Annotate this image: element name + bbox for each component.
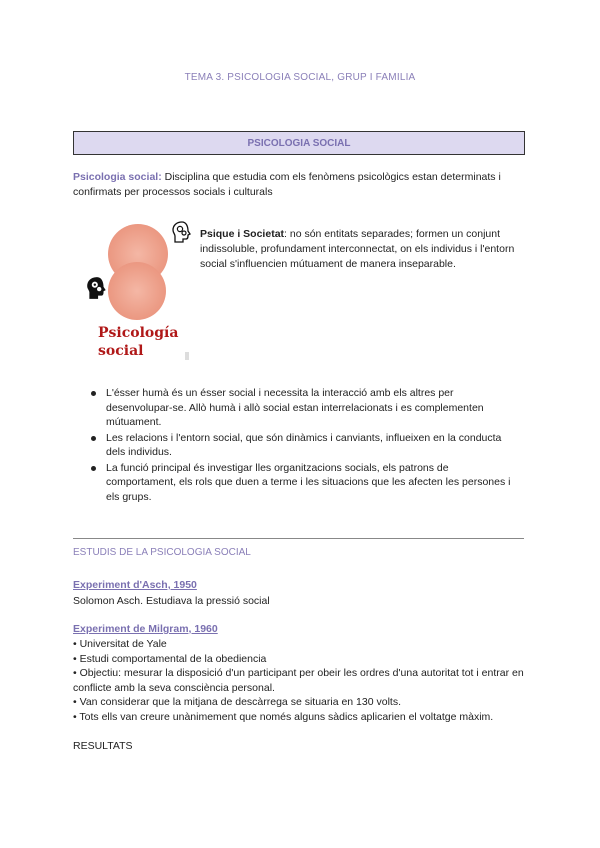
figure-caption-line1: Psicología — [98, 325, 179, 341]
studies-heading: ESTUDIS DE LA PSICOLOGIA SOCIAL — [73, 547, 251, 558]
milgram-experiment-title: Experiment de Milgram, 1960 — [73, 623, 218, 635]
divider — [73, 538, 524, 539]
list-item: • Van considerar que la mitjana de descàrrega se situaria en 130 volts. — [73, 695, 533, 710]
section-title: PSICOLOGIA SOCIAL — [247, 137, 351, 149]
milgram-list — [73, 637, 533, 724]
bullet-list — [88, 386, 520, 505]
page-header: TEMA 3. PSICOLOGIA SOCIAL, GRUP I FAMILIA — [184, 72, 416, 83]
asch-experiment-text: Solomon Asch. Estudiava la pressió social — [73, 595, 270, 607]
figure-caption-line2: social — [98, 343, 144, 359]
head-gears-icon — [86, 276, 108, 300]
list-item: • Estudi comportamental de la obediencia — [73, 652, 533, 667]
list-item: L'ésser humà és un ésser social i necessita la interacció amb els altres per desenvolupar-se. Allò humà i allò social estan interrelacionats i es complementen mútuament. — [88, 386, 520, 430]
figure-mark — [185, 352, 189, 360]
head-gears-icon — [172, 221, 192, 243]
list-item: • Tots ells van creure unànimement que només alguns sàdics aplicarien el voltatge màxim. — [73, 710, 533, 725]
results-heading: RESULTATS — [73, 740, 133, 752]
definition-text: Disciplina que estudia com els fenòmens psicològics estan determinats i confirmats per processos socials i culturals — [73, 171, 501, 198]
list-item: • Universitat de Yale — [73, 637, 533, 652]
psychology-figure — [80, 212, 200, 362]
section-title-box — [73, 131, 525, 155]
figure-caption — [98, 324, 208, 360]
definition-paragraph — [73, 170, 533, 200]
psyche-text: : no són entitats separades; formen un conjunt indissoluble, profundament interconnectat, on els individus i l'entorn social s'influencien mútuament de manera inseparable. — [200, 228, 515, 270]
society-circle — [108, 262, 166, 320]
asch-experiment-title: Experiment d'Asch, 1950 — [73, 579, 197, 591]
list-item: • Objectiu: mesurar la disposició d'un participant per obeir les ordres d'una autoritat tot i entrar en conflicte amb la seva consciència personal. — [73, 666, 533, 695]
psyche-paragraph — [200, 227, 520, 272]
list-item: La funció principal és investigar lles organitzacions socials, els patrons de comportament, els rols que duen a terme i les situacions que les afecten les persones i els grups. — [88, 461, 520, 505]
list-item: Les relacions i l'entorn social, que són dinàmics i canviants, influeixen en la conducta dels individus. — [88, 431, 520, 460]
psyche-term: Psique i Societat — [200, 228, 285, 240]
definition-term: Psicologia social: — [73, 171, 162, 183]
